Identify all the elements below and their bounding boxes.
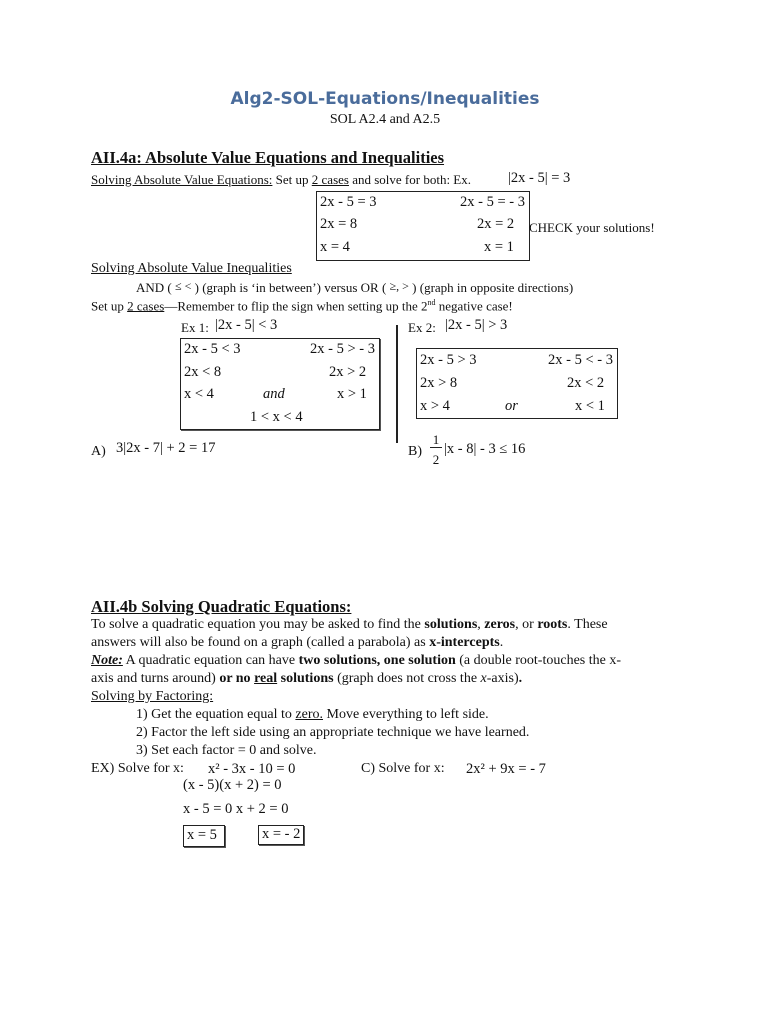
example-divider bbox=[396, 325, 398, 443]
note2-or: or no bbox=[219, 671, 255, 686]
para1-roots: roots bbox=[537, 617, 568, 632]
and-text-3: ) (graph in opposite directions) bbox=[412, 280, 574, 295]
ex1-right-2: 2x > 2 bbox=[329, 364, 367, 380]
step1-text: 1) Get the equation equal to bbox=[136, 707, 296, 722]
ex-equation: x² - 3x - 10 = 0 bbox=[208, 761, 296, 777]
solving-eq-line bbox=[91, 172, 471, 188]
problem-b: |x - 8| - 3 ≤ 16 bbox=[444, 441, 526, 457]
and-text: AND ( bbox=[136, 280, 172, 295]
ex2-right-1: 2x - 5 < - 3 bbox=[548, 352, 613, 368]
ex2-left-3: x > 4 bbox=[420, 398, 450, 414]
page-title: Alg2-SOL-Equations/Inequalities bbox=[230, 89, 540, 109]
ex1-expr: |2x - 5| < 3 bbox=[215, 317, 278, 333]
flip-cases: 2 cases bbox=[127, 298, 165, 314]
para1-sep: , bbox=[477, 617, 485, 632]
ex2-label: Ex 2: bbox=[408, 320, 436, 335]
and-text-2: ) (graph is ‘in between’) versus OR ( bbox=[194, 280, 387, 295]
para2 bbox=[91, 635, 503, 651]
note-text: A quadratic equation can have bbox=[122, 653, 299, 668]
para2-end: . bbox=[499, 635, 504, 650]
problem-a: 3|2x - 7| + 2 = 17 bbox=[116, 440, 216, 456]
para2-x-intercepts: x-intercepts bbox=[429, 635, 500, 650]
problem-a-label: A) bbox=[91, 444, 106, 459]
note-line-1 bbox=[91, 653, 621, 669]
setup-cases: 2 cases bbox=[311, 172, 349, 187]
step-1 bbox=[136, 707, 489, 723]
problem-c-label: C) Solve for x: bbox=[361, 761, 445, 776]
flip-text: Set up bbox=[91, 298, 128, 314]
para2-text: answers will also be found on a graph (called a parabola) as bbox=[91, 635, 430, 650]
solving-eq-label: Solving Absolute Value Equations: bbox=[91, 172, 273, 187]
step1-text-2: Move everything to left side. bbox=[323, 707, 489, 722]
ex-factored: (x - 5)(x + 2) = 0 bbox=[183, 777, 282, 793]
ex2-or: or bbox=[505, 398, 518, 414]
setup-text-2: and solve for both: Ex. bbox=[348, 172, 472, 187]
flip-text-3: negative case! bbox=[435, 298, 513, 314]
case-right-2: 2x = 2 bbox=[477, 216, 515, 232]
problem-b-numerator: 1 bbox=[430, 432, 442, 448]
example-equation: |2x - 5| = 3 bbox=[508, 170, 571, 186]
step-2: 2) Factor the left side using an appropriate technique we have learned. bbox=[136, 725, 530, 740]
factoring-label: Solving by Factoring: bbox=[91, 689, 214, 704]
ex2-right-2: 2x < 2 bbox=[567, 375, 605, 391]
case-left-3: x = 4 bbox=[320, 239, 350, 255]
note2-text: axis and turns around) bbox=[91, 671, 220, 686]
ex1-and: and bbox=[263, 386, 285, 402]
solving-ineq-label: Solving Absolute Value Inequalities bbox=[91, 261, 292, 276]
section-a-heading: AII.4a: Absolute Value Equations and Inequalities bbox=[91, 148, 445, 167]
note2-x: x bbox=[480, 671, 487, 686]
para1 bbox=[91, 617, 608, 633]
ex-label: EX) Solve for x: bbox=[91, 761, 184, 776]
case-right-3: x = 1 bbox=[484, 239, 514, 255]
case-right-1: 2x - 5 = - 3 bbox=[460, 194, 525, 210]
ex1-right-1: 2x - 5 > - 3 bbox=[310, 341, 375, 357]
page-subtitle: SOL A2.4 and A2.5 bbox=[329, 112, 441, 127]
and-symbols: ≤ < bbox=[175, 279, 192, 293]
flip-text-2: —Remember to flip the sign when setting up the 2 bbox=[164, 298, 428, 314]
note2-end: . bbox=[518, 671, 523, 686]
para1-text: To solve a quadratic equation you may be asked to find the bbox=[91, 617, 425, 632]
note2-real: real bbox=[254, 671, 278, 686]
case-left-1: 2x - 5 = 3 bbox=[320, 194, 377, 210]
flip-line bbox=[91, 298, 513, 314]
note-two-solutions: two solutions, one solution bbox=[298, 653, 456, 668]
setup-text: Set up bbox=[275, 172, 312, 187]
case-left-2: 2x = 8 bbox=[320, 216, 358, 232]
ex2-right-3: x < 1 bbox=[575, 398, 605, 414]
problem-b-denominator: 2 bbox=[432, 452, 440, 467]
check-note: CHECK your solutions! bbox=[529, 220, 655, 235]
step1-zero: zero. bbox=[295, 707, 323, 722]
ex1-left-3: x < 4 bbox=[184, 386, 214, 402]
ex1-combined: 1 < x < 4 bbox=[250, 409, 303, 425]
ex-factors: x - 5 = 0 x + 2 = 0 bbox=[183, 801, 289, 817]
ex2-left-2: 2x > 8 bbox=[420, 375, 458, 391]
para1-zeros: zeros bbox=[484, 617, 516, 632]
note2-solutions: solutions bbox=[277, 671, 334, 686]
answer-2: x = - 2 bbox=[262, 826, 301, 842]
or-symbols: ≥, > bbox=[389, 279, 409, 293]
problem-b-label: B) bbox=[408, 444, 422, 459]
ex1-left-2: 2x < 8 bbox=[184, 364, 222, 380]
para1-end: . These bbox=[567, 617, 608, 632]
note2-text-2: (graph does not cross the bbox=[333, 671, 481, 686]
flip-sup: nd bbox=[427, 298, 436, 307]
section-b-heading: AII.4b Solving Quadratic Equations: bbox=[91, 597, 352, 616]
ex2-left-1: 2x - 5 > 3 bbox=[420, 352, 477, 368]
note-line-2 bbox=[91, 671, 522, 687]
para1-sep-2: , or bbox=[515, 617, 538, 632]
ex1-label: Ex 1: bbox=[181, 320, 209, 335]
answer-1: x = 5 bbox=[187, 827, 217, 843]
step-3: 3) Set each factor = 0 and solve. bbox=[136, 743, 317, 758]
note2-text-3: -axis) bbox=[486, 671, 519, 686]
and-or-line bbox=[136, 280, 573, 296]
note-text-2: (a double root-touches the x- bbox=[455, 653, 621, 668]
problem-c: 2x² + 9x = - 7 bbox=[466, 761, 546, 777]
ex2-expr: |2x - 5| > 3 bbox=[445, 317, 508, 333]
ex1-right-3: x > 1 bbox=[337, 386, 367, 402]
ex1-left-1: 2x - 5 < 3 bbox=[184, 341, 241, 357]
para1-solutions: solutions bbox=[424, 617, 478, 632]
note-label: Note: bbox=[91, 653, 123, 668]
